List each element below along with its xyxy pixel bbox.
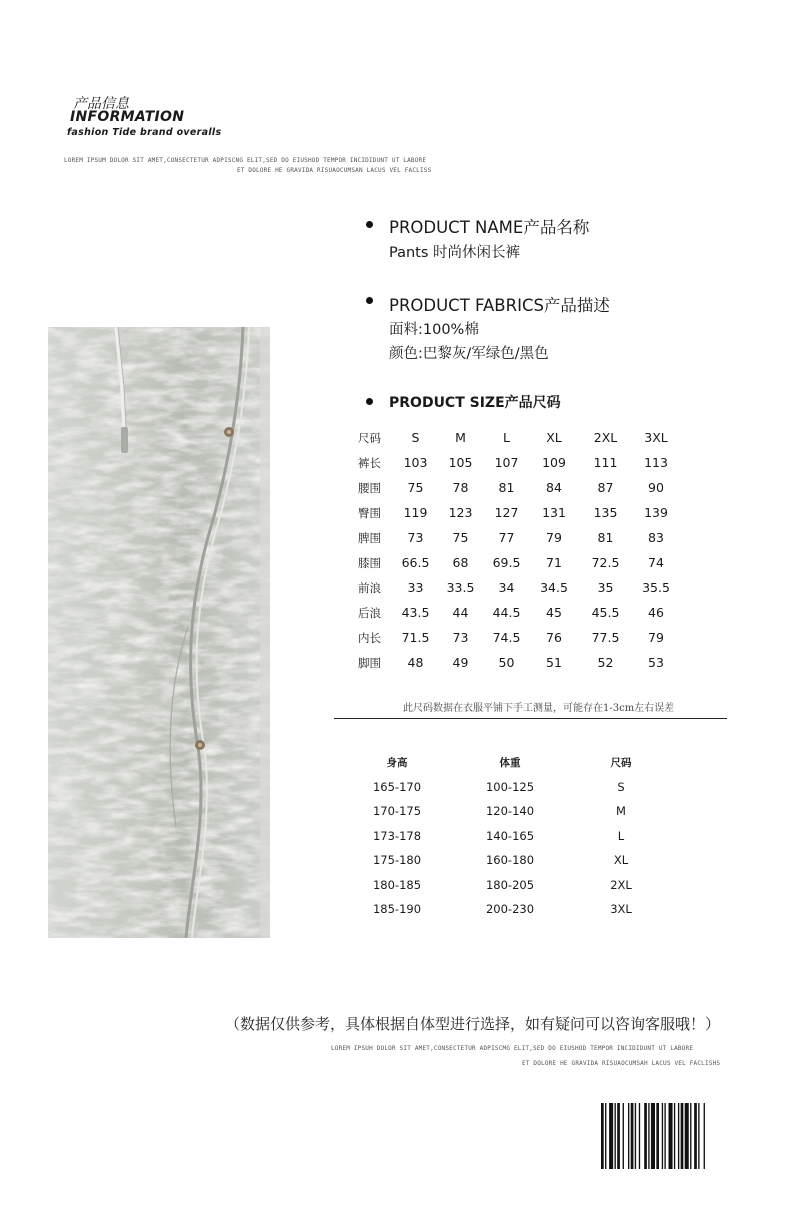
product-colors: 颜色:巴黎灰/军绿色/黑色 bbox=[389, 346, 549, 362]
size-row-label: 臀围 bbox=[358, 505, 381, 520]
size-cell: 33 bbox=[407, 580, 424, 595]
size-cell: 52 bbox=[597, 655, 614, 670]
size-cell: 69.5 bbox=[492, 555, 521, 570]
size-cell: 66.5 bbox=[401, 555, 430, 570]
bullet-dot-icon bbox=[366, 398, 373, 405]
size-cell: L bbox=[503, 430, 510, 445]
fit-cell: 180-185 bbox=[372, 877, 422, 892]
info-title-cn: 产品信息 bbox=[73, 96, 129, 112]
size-cell: 113 bbox=[644, 455, 668, 470]
size-cell: 139 bbox=[644, 505, 668, 520]
fit-cell: 120-140 bbox=[485, 804, 535, 819]
size-cell: 77.5 bbox=[591, 630, 620, 645]
fit-cell: XL bbox=[613, 853, 629, 868]
size-cell: 109 bbox=[542, 455, 566, 470]
footer-lorem-line-2: ET DOLORE HE GRAVIDA RISUAOCUMSAH LACUS VEL FACLISHS bbox=[522, 1060, 721, 1067]
product-name-value: Pants 时尚休闲长裤 bbox=[389, 245, 521, 261]
size-table-row bbox=[358, 550, 679, 575]
fit-table-header bbox=[360, 750, 656, 775]
size-cell: 2XL bbox=[593, 430, 618, 445]
fit-cell: 140-165 bbox=[485, 828, 535, 843]
fit-cell: 3XL bbox=[610, 902, 632, 917]
info-subtitle: fashion Tide brand overalls bbox=[67, 127, 222, 138]
fit-table-row bbox=[360, 824, 656, 849]
fit-cell: 185-190 bbox=[372, 902, 422, 917]
size-table-row bbox=[358, 600, 679, 625]
fit-table-row bbox=[360, 873, 656, 898]
size-cell: 44 bbox=[452, 605, 469, 620]
size-cell: 71.5 bbox=[401, 630, 430, 645]
fit-cell: 170-175 bbox=[372, 804, 422, 819]
divider bbox=[334, 718, 727, 719]
fit-cell: 173-178 bbox=[372, 828, 422, 843]
size-cell: 53 bbox=[648, 655, 664, 670]
size-table-header bbox=[358, 425, 679, 450]
size-cell: 46 bbox=[648, 605, 664, 620]
size-cell: 131 bbox=[542, 505, 566, 520]
fit-table-row bbox=[360, 897, 656, 922]
header-lorem-line-1: LOREM IPSUM DOLOR SIT AMET,CONSECTETUR ADPISCNG ELIT,SED DO EIUSHOD TEMPOR INCIDIDUNT UT LABORE bbox=[64, 157, 427, 164]
footer-lorem-line-1: LOREM IPSUH DOLOR SIT AMET,CONSECTETUR ADPISCMG ELIT,SED DO EIUSHOD TEMPOR INCIDIDUNT UT LABORE bbox=[331, 1045, 694, 1052]
fit-cell: 2XL bbox=[610, 877, 632, 892]
size-cell: 44.5 bbox=[492, 605, 521, 620]
size-cell: 127 bbox=[494, 505, 519, 520]
size-cell: 34 bbox=[498, 580, 515, 595]
size-row-label: 脚围 bbox=[358, 655, 381, 670]
fit-cell: 身高 bbox=[386, 756, 408, 769]
size-cell: 103 bbox=[403, 455, 428, 470]
size-cell: 105 bbox=[448, 455, 473, 470]
size-cell: 77 bbox=[498, 530, 515, 545]
fit-cell: 165-170 bbox=[372, 779, 422, 794]
size-cell: 119 bbox=[403, 505, 428, 520]
fit-table-row bbox=[360, 848, 656, 873]
fit-cell: 200-230 bbox=[485, 902, 535, 917]
fit-cell: 100-125 bbox=[485, 779, 535, 794]
fit-cell: 160-180 bbox=[485, 853, 535, 868]
size-cell: 84 bbox=[546, 480, 562, 495]
fit-table-body bbox=[360, 750, 656, 922]
size-cell: 75 bbox=[452, 530, 469, 545]
disclaimer: （数据仅供参考，具体根据自体型进行选择，如有疑问可以咨询客服哦！） bbox=[225, 1015, 721, 1033]
size-cell: S bbox=[411, 430, 420, 445]
size-cell: 43.5 bbox=[401, 605, 430, 620]
size-table-row bbox=[358, 625, 679, 650]
size-table-row bbox=[358, 475, 679, 500]
fit-cell: 体重 bbox=[499, 756, 521, 769]
size-table-row bbox=[358, 525, 679, 550]
size-cell: 74 bbox=[648, 555, 664, 570]
size-cell: 45 bbox=[546, 605, 562, 620]
size-cell: 81 bbox=[597, 530, 614, 545]
size-row-label: 脾围 bbox=[358, 530, 381, 545]
size-cell: 34.5 bbox=[540, 580, 568, 595]
size-cell: 49 bbox=[452, 655, 469, 670]
size-cell: 73 bbox=[407, 530, 424, 545]
size-cell: 45.5 bbox=[591, 605, 620, 620]
product-fabrics-title: PRODUCT FABRICS产品描述 bbox=[389, 296, 610, 315]
product-material: 面料:100%棉 bbox=[389, 322, 479, 338]
size-cell: 51 bbox=[546, 655, 562, 670]
fit-cell: S bbox=[617, 779, 625, 794]
size-row-label: 腰围 bbox=[358, 480, 381, 495]
fit-table-row bbox=[360, 775, 656, 800]
size-row-label: 内长 bbox=[358, 630, 381, 645]
size-table-row bbox=[358, 450, 679, 475]
size-table-row bbox=[358, 650, 679, 675]
bullet-dot-icon bbox=[366, 221, 373, 228]
size-cell: 83 bbox=[648, 530, 664, 545]
size-cell: 73 bbox=[452, 630, 469, 645]
size-row-label: 膝围 bbox=[358, 555, 381, 570]
fit-cell: M bbox=[616, 804, 626, 819]
size-cell: 79 bbox=[648, 630, 664, 645]
size-cell: 74.5 bbox=[492, 630, 521, 645]
size-cell: 68 bbox=[452, 555, 469, 570]
size-cell: 76 bbox=[546, 630, 562, 645]
product-size-title: PRODUCT SIZE产品尺码 bbox=[389, 395, 561, 411]
barcode-icon bbox=[599, 1103, 760, 1169]
size-cell: 72.5 bbox=[591, 555, 620, 570]
size-cell: 48 bbox=[407, 655, 424, 670]
size-cell: 3XL bbox=[644, 430, 668, 445]
size-cell: 35.5 bbox=[642, 580, 670, 595]
size-cell: M bbox=[455, 430, 466, 445]
size-cell: XL bbox=[546, 430, 562, 445]
size-row-label: 尺码 bbox=[358, 430, 381, 445]
fit-cell: 180-205 bbox=[485, 877, 535, 892]
size-cell: 90 bbox=[648, 480, 664, 495]
size-cell: 78 bbox=[452, 480, 469, 495]
size-cell: 111 bbox=[593, 455, 618, 470]
size-table-row bbox=[358, 500, 679, 525]
product-name-title: PRODUCT NAME产品名称 bbox=[389, 218, 590, 237]
size-table-body bbox=[358, 425, 679, 675]
fit-cell: 175-180 bbox=[372, 853, 422, 868]
fit-table bbox=[360, 750, 656, 922]
size-cell: 50 bbox=[498, 655, 515, 670]
size-cell: 71 bbox=[546, 555, 562, 570]
size-cell: 79 bbox=[546, 530, 562, 545]
size-row-label: 后浪 bbox=[358, 605, 381, 620]
size-row-label: 裤长 bbox=[358, 455, 381, 470]
size-cell: 87 bbox=[597, 480, 614, 495]
bullet-dot-icon bbox=[366, 297, 373, 304]
size-table-row bbox=[358, 575, 679, 600]
size-table bbox=[358, 425, 679, 675]
fit-cell: 尺码 bbox=[610, 756, 632, 769]
product-photo bbox=[48, 327, 270, 938]
size-cell: 81 bbox=[498, 480, 515, 495]
size-cell: 107 bbox=[494, 455, 519, 470]
info-title-en: INFORMATION bbox=[70, 109, 185, 125]
size-cell: 33.5 bbox=[446, 580, 475, 595]
fit-table-row bbox=[360, 799, 656, 824]
header-lorem-line-2: ET DOLORE HE GRAVIDA RISUAOCUMSAN LACUS VEL FACLISS bbox=[237, 167, 432, 174]
fit-cell: L bbox=[617, 828, 625, 843]
size-note: 此尺码数据在衣服平铺下手工测量，可能存在1-3cm左右误差 bbox=[403, 703, 675, 714]
size-cell: 35 bbox=[597, 580, 614, 595]
size-cell: 135 bbox=[593, 505, 618, 520]
size-cell: 75 bbox=[407, 480, 424, 495]
size-cell: 123 bbox=[448, 505, 473, 520]
size-row-label: 前浪 bbox=[358, 580, 381, 595]
